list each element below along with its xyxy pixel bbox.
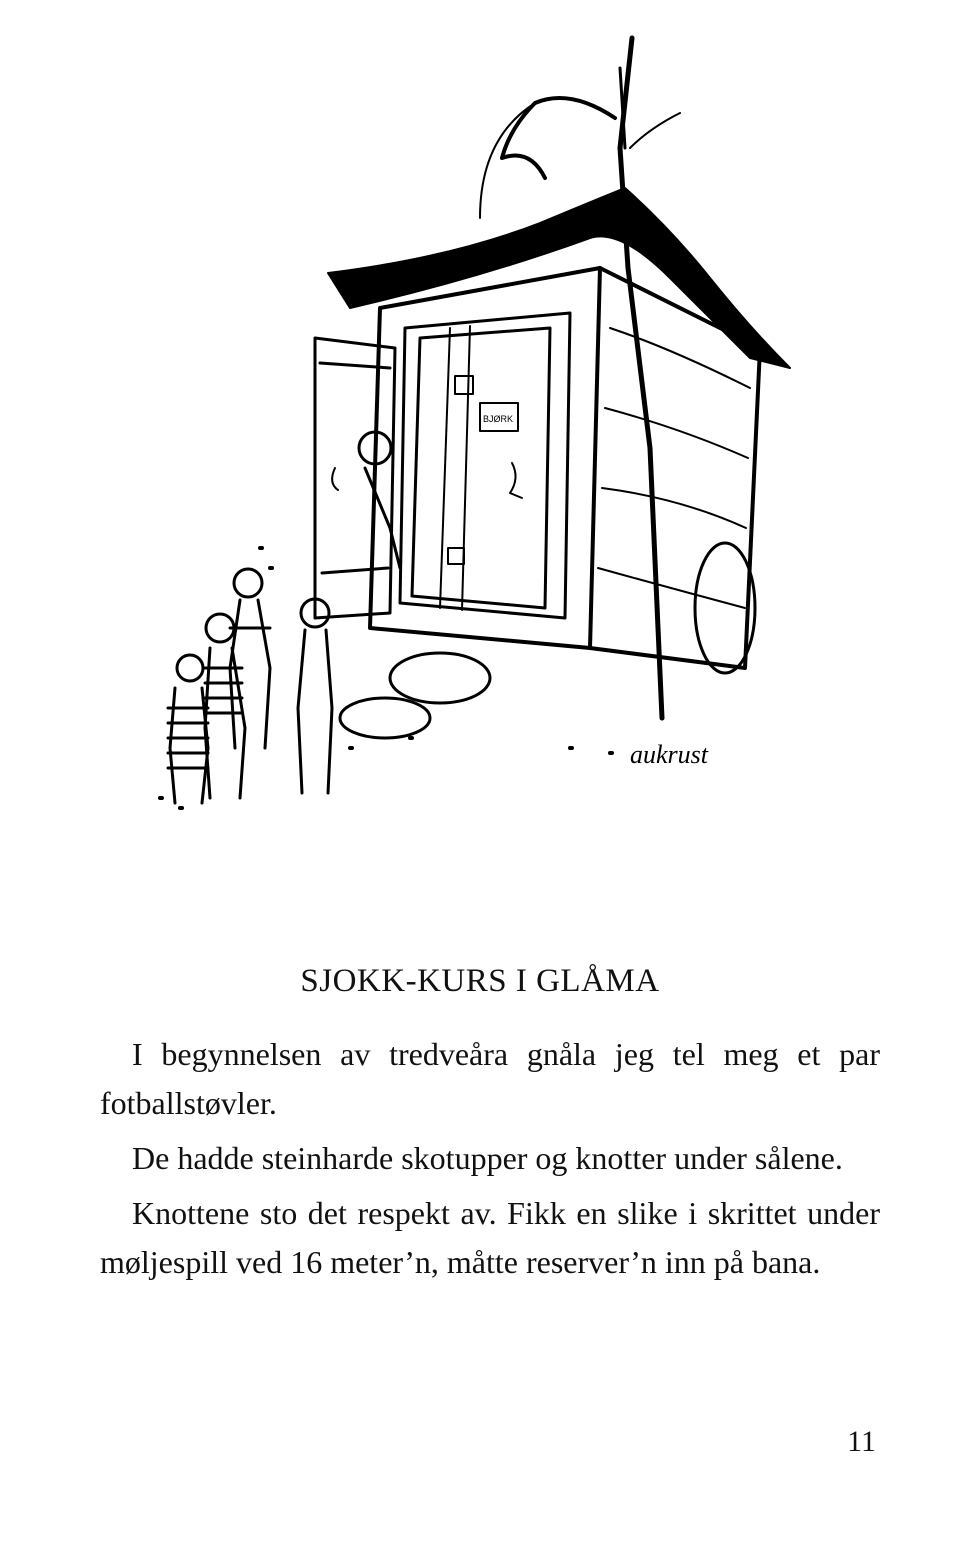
paragraph: Knottene sto det respekt av. Fikk en slike i skrittet under møljespill ved 16 meter’n, måtte reserver’n inn på bana. <box>100 1195 880 1280</box>
door-sign-text: BJØRK <box>483 414 514 424</box>
paragraph: I begynnelsen av tredveåra gnåla jeg tel meg et par fotballstøvler. <box>100 1036 880 1121</box>
roof <box>328 188 790 368</box>
stone <box>390 653 490 703</box>
ink-drawing <box>150 28 800 828</box>
page-number: 11 <box>847 1425 876 1458</box>
chapter-body <box>100 1030 880 1293</box>
outhouse-illustration <box>150 28 800 828</box>
door <box>412 328 550 608</box>
open-door <box>315 338 395 618</box>
chapter-title: SJOKK-KURS I GLÅMA <box>300 963 660 999</box>
artist-signature: aukrust <box>630 740 708 769</box>
tree-trunk <box>620 38 662 718</box>
tree-branch <box>502 98 615 178</box>
children-group <box>168 569 332 803</box>
paragraph: De hadde steinharde skotupper og knotter under sålene. <box>132 1140 843 1176</box>
stone <box>340 698 430 738</box>
